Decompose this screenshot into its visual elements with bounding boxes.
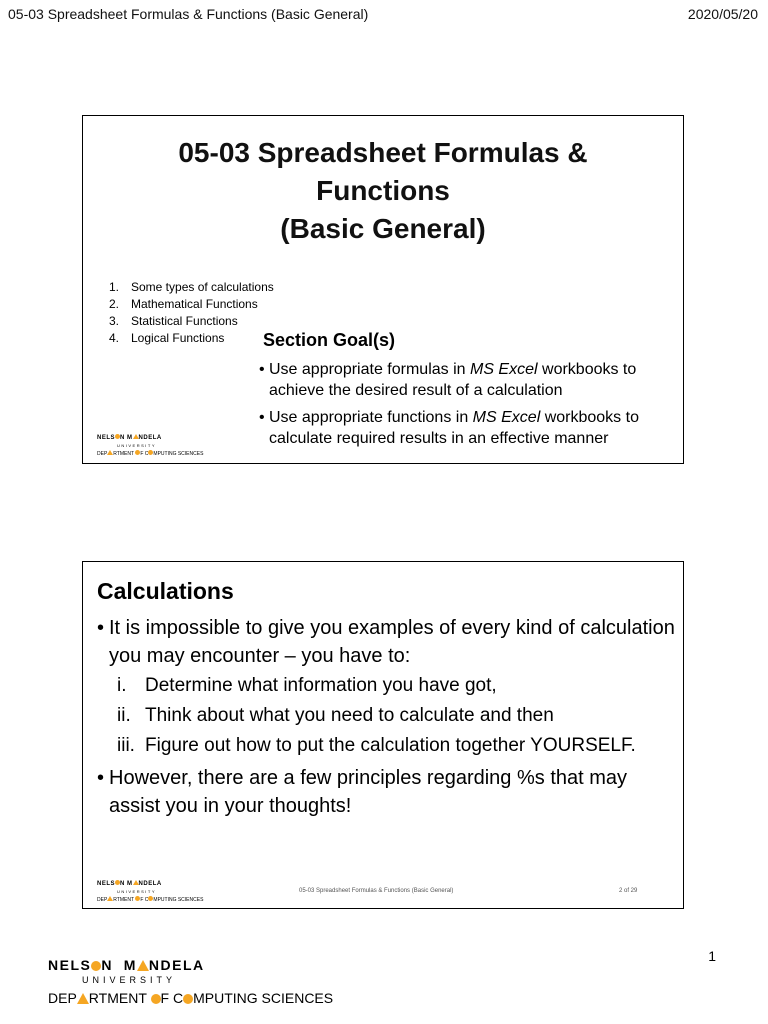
section-goals-heading: Section Goal(s): [263, 330, 396, 350]
title-line: Functions: [316, 175, 450, 206]
goal-item: • Use appropriate functions in MS Excel workbooks to calculate required results in an effective manner: [259, 409, 639, 447]
slide-2-content: [97, 614, 677, 820]
university-logo-small: NELS N M NDELA UNIVERSITY DEP RTMENT F C MPUTING SCIENCES: [97, 881, 204, 903]
document-header-title: 05-03 Spreadsheet Formulas & Functions (Basic General): [8, 6, 369, 22]
title-line: 05-03 Spreadsheet Formulas &: [178, 137, 588, 168]
bullet-item: • It is impossible to give you examples of every kind of calculation you may encounter – you have to:: [97, 617, 675, 667]
title-line: (Basic General): [280, 213, 486, 244]
sub-item: ii. Think about what you need to calculate and then: [117, 705, 554, 726]
contents-item: 4. Logical Functions: [109, 331, 225, 345]
section-goals-list: [259, 359, 679, 455]
university-logo: NELS N M NDELA UNIVERSITY DEP RTMENT F C MPUTING SCIENCES: [48, 957, 334, 1006]
slide-2-title: Calculations: [97, 578, 234, 604]
document-header-date: 2020/05/20: [687, 6, 758, 22]
contents-item: 1. Some types of calculations: [109, 280, 274, 294]
contents-list: [109, 279, 274, 347]
university-logo-small: NELS N M NDELA UNIVERSITY DEP RTMENT F C MPUTING SCIENCES: [97, 435, 204, 457]
goal-item: • Use appropriate formulas in MS Excel workbooks to achieve the desired result of a calculation: [259, 361, 637, 399]
bullet-item: • However, there are a few principles regarding %s that may assist you in your thoughts!: [97, 767, 628, 817]
contents-item: 2. Mathematical Functions: [109, 297, 258, 311]
contents-item: 3. Statistical Functions: [109, 314, 238, 328]
sub-item: i. Determine what information you have got,: [117, 675, 497, 696]
slide-1: [82, 115, 684, 464]
slide-2: [82, 561, 684, 909]
sub-item: iii. Figure out how to put the calculation together YOURSELF.: [117, 735, 636, 756]
slide-footer-title: 05-03 Spreadsheet Formulas & Functions (Basic General): [299, 888, 454, 894]
slide-number: 2 of 29: [619, 888, 638, 894]
slide-1-title: [83, 134, 683, 248]
page-number: 1: [708, 948, 716, 964]
